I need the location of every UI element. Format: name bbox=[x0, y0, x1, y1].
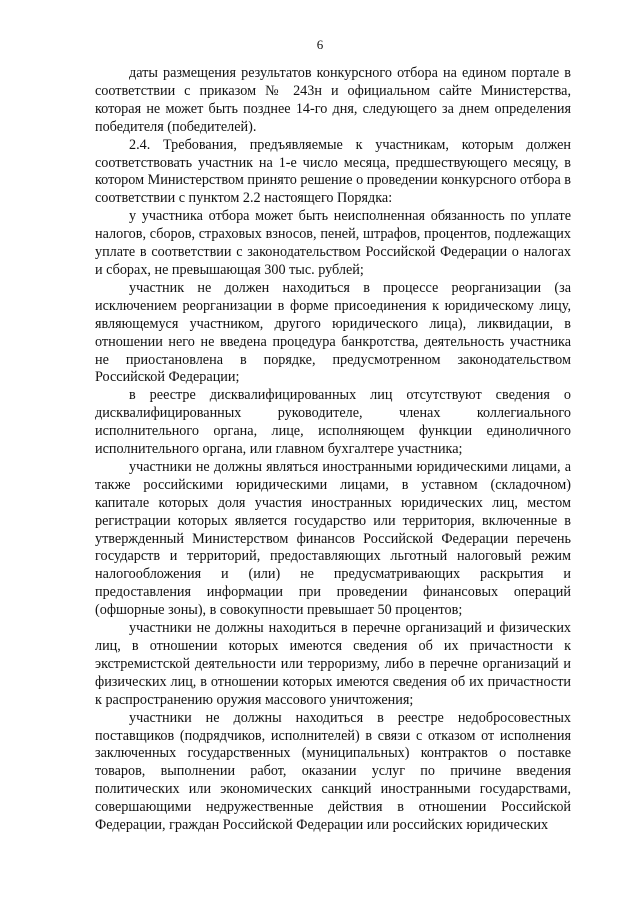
paragraph-extremism-list: участники не должны находиться в перечне организаций и физических лиц, в отношении которых имеются сведения об их причастности к экстремистской деятельности или терроризму, либо в перечне организаций и физических лиц, в отношении которых имеются сведения об их причастности к распространению оружия массового уничтожения; bbox=[95, 620, 571, 708]
paragraph-continuation: даты размещения результатов конкурсного отбора на едином портале в соответствии с приказом № 243н и официальном сайте Министерства, которая не может быть позднее 14-го дня, следующего за днем определения победителя (победителей). bbox=[95, 65, 571, 135]
paragraph-section-2-4: 2.4. Требования, предъявляемые к участникам, которым должен соответствовать участник на 1-е число месяца, предшествующего месяцу, в котором Министерством принято решение о проведении конкурсного отбора в соответствии с пунктом 2.2 настоящего Порядка: bbox=[95, 136, 571, 207]
paragraph-reorganization: участник не должен находиться в процессе реорганизации (за исключением реорганизации в форме присоединения к юридическому лицу, являющемуся участником, другого юридического лица), ликвидации, в отношении него не введена процедура банкротства, деятельность участника не приостановлена в порядке, предусмотренном законодательством Российской Федерации; bbox=[95, 279, 571, 386]
paragraph-tax-arrears: у участника отбора может быть неисполненная обязанность по уплате налогов, сборов, страховых взносов, пеней, штрафов, процентов, подлежащих уплате в соответствии с законодательством Российской Федерации о налогах и сборах, не превышающая 300 тыс. рублей; bbox=[95, 208, 571, 278]
document-body bbox=[95, 65, 571, 835]
page-number: 6 bbox=[316, 37, 324, 52]
paragraph-foreign-entities: участники не должны являться иностранными юридическими лицами, а также российскими юридическими лицами, в уставном (складочном) капитале которых доля участия иностранных юридических лиц, местом регистрации которых является государство или территория, включенные в утвержденный Министерством финансов Российской Федерации перечень государств и территорий, предоставляющих льготный налоговый режим налогообложения и (или) не предусматривающих раскрытия и предоставления информации при проведении финансовых операций (офшорные зоны), в совокупности превышает 50 процентов; bbox=[95, 458, 571, 619]
paragraph-unscrupulous-suppliers: участники не должны находиться в реестре недобросовестных поставщиков (подрядчиков, исполнителей) в связи с отказом от исполнения заключенных государственных (муниципальных) контрактов о поставке товаров, выполнении работ, оказании услуг по причине введения политических или экономических санкций иностранными государствами, совершающими недружественные действия в отношении Российской Федерации, граждан Российской Федерации или российских юридических bbox=[95, 709, 571, 834]
paragraph-disqualified-persons: в реестре дисквалифицированных лиц отсутствуют сведения о дисквалифицированных руководителе, членах коллегиального исполнительного органа, лице, исполняющем функции единоличного исполнительного органа, или главном бухгалтере участника; bbox=[95, 387, 571, 458]
